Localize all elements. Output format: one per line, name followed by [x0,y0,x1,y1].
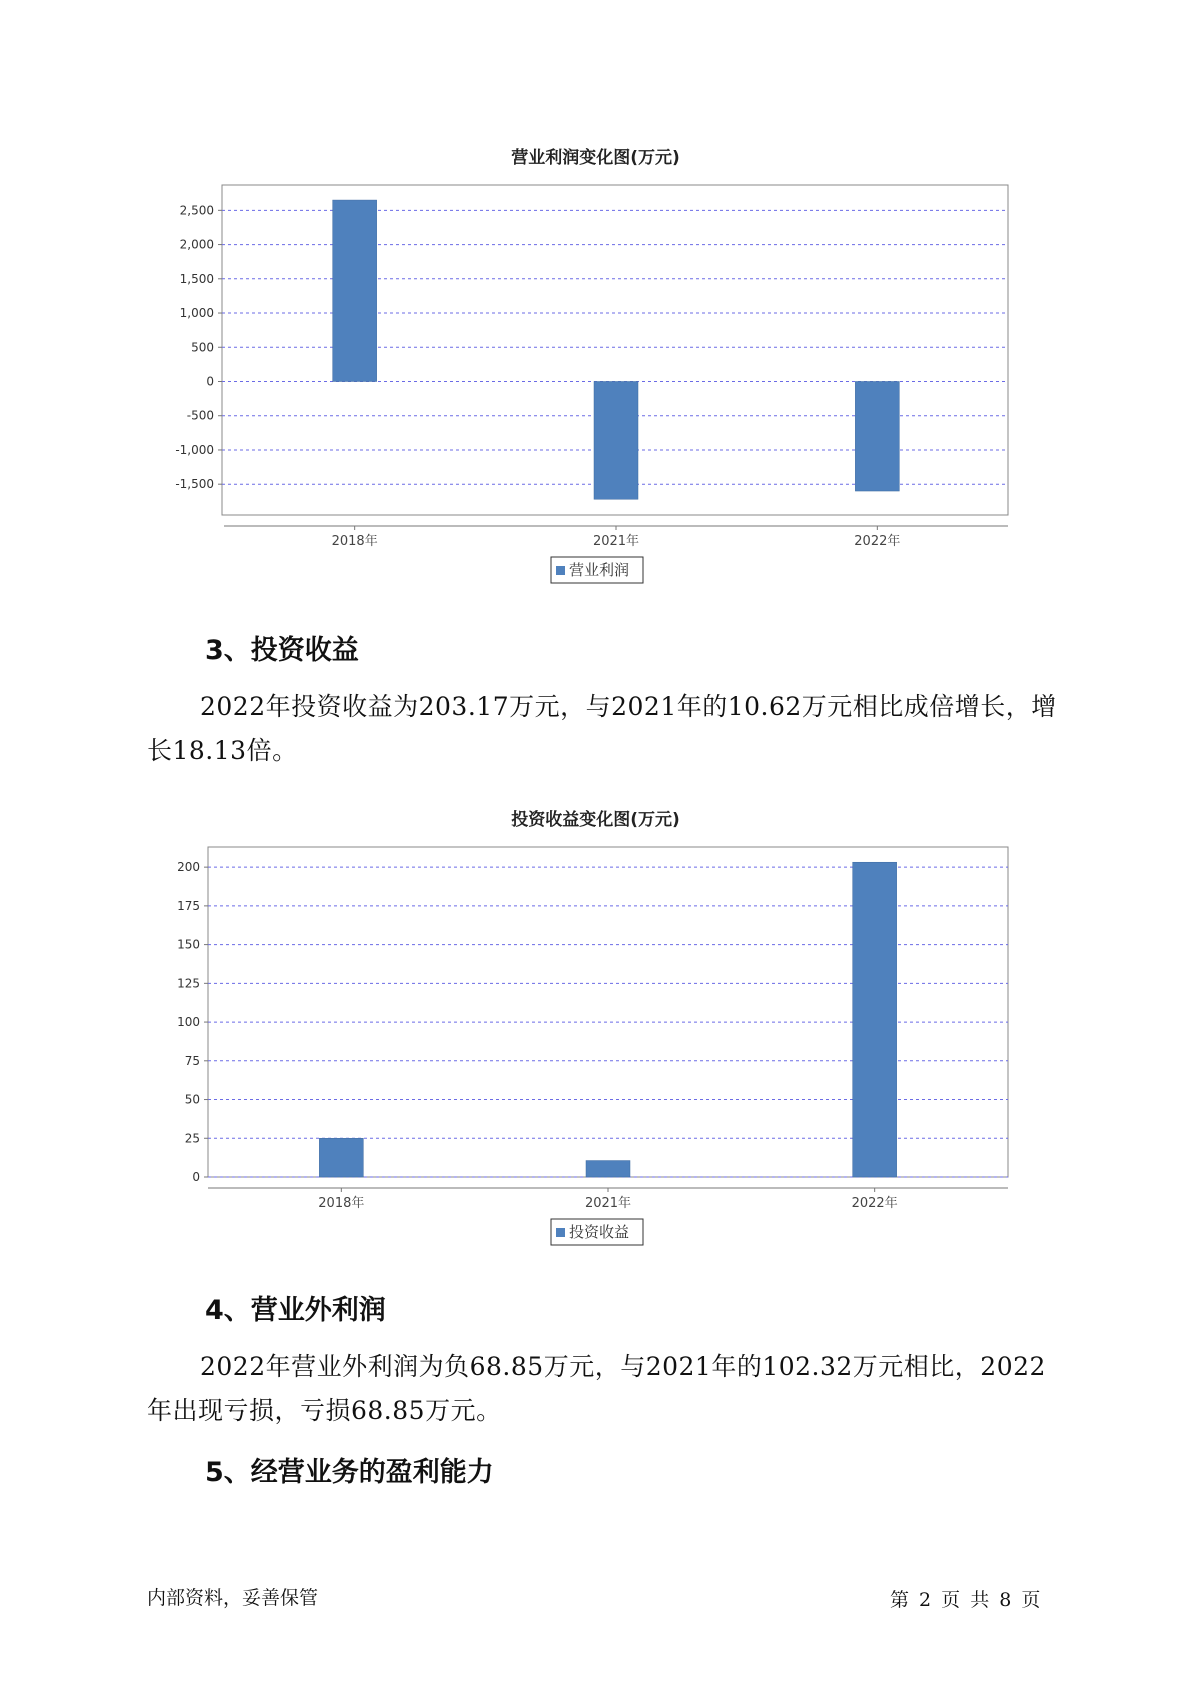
bar-2018年 [319,1138,363,1177]
y-tick-label: 25 [184,1131,200,1146]
y-tick-label: 2,500 [179,203,214,218]
y-tick-label: 0 [192,1170,200,1184]
x-tick-label: 2021年 [584,1196,632,1211]
y-tick-label: 500 [191,340,214,355]
bar-2021年 [586,1161,630,1177]
y-tick-label: -1,000 [175,442,214,457]
section-4-paragraph: 2022年营业外利润为负68.85万元，与2021年的102.32万元相比，2022年出现亏损，亏损68.85万元。 [147,1352,1046,1425]
y-tick-label: 75 [184,1053,200,1068]
legend-label: 营业利润 [569,561,630,579]
section-3-heading: 3、投资收益 [205,635,359,666]
footer-page-number: 第 2 页 共 8 页 [890,1589,1041,1611]
footer-confidential-note: 内部资料，妥善保管 [147,1587,319,1609]
x-tick-label: 2018年 [331,534,378,549]
section-3-paragraph: 2022年投资收益为203.17万元，与2021年的10.62万元相比成倍增长，增长18.13倍。 [147,692,1057,765]
section-5-heading: 5、经营业务的盈利能力 [205,1457,494,1488]
y-tick-label: 125 [177,976,200,991]
bar-2022年 [855,381,899,491]
section-4-heading: 4、营业外利润 [205,1295,386,1326]
y-tick-label: 50 [184,1092,200,1107]
y-tick-label: 100 [177,1015,200,1030]
y-tick-label: 2,000 [179,237,214,252]
x-tick-label: 2018年 [318,1196,365,1211]
legend [551,557,643,583]
x-tick-label: 2021年 [592,534,640,549]
bar-2022年 [853,862,897,1177]
chart1-title: 营业利润变化图(万元) [511,148,680,168]
bar-2018年 [333,200,377,381]
y-tick-label: -500 [186,408,214,423]
x-tick-label: 2022年 [854,534,901,549]
legend-swatch [556,1228,565,1237]
investment-income-chart [0,832,1191,1252]
y-tick-label: 1,000 [179,306,214,321]
chart2-title: 投资收益变化图(万元) [511,810,680,830]
y-tick-label: 175 [177,898,200,913]
x-tick-label: 2022年 [851,1196,898,1211]
operating-profit-chart [0,170,1191,590]
legend-label: 投资收益 [569,1223,630,1241]
y-tick-label: 200 [177,860,200,875]
y-tick-label: 1,500 [179,271,214,286]
y-tick-label: 150 [177,937,200,952]
y-tick-label: 0 [206,374,214,389]
bar-2021年 [594,381,638,499]
legend [551,1219,643,1245]
legend-swatch [556,566,565,575]
y-tick-label: -1,500 [175,477,214,492]
